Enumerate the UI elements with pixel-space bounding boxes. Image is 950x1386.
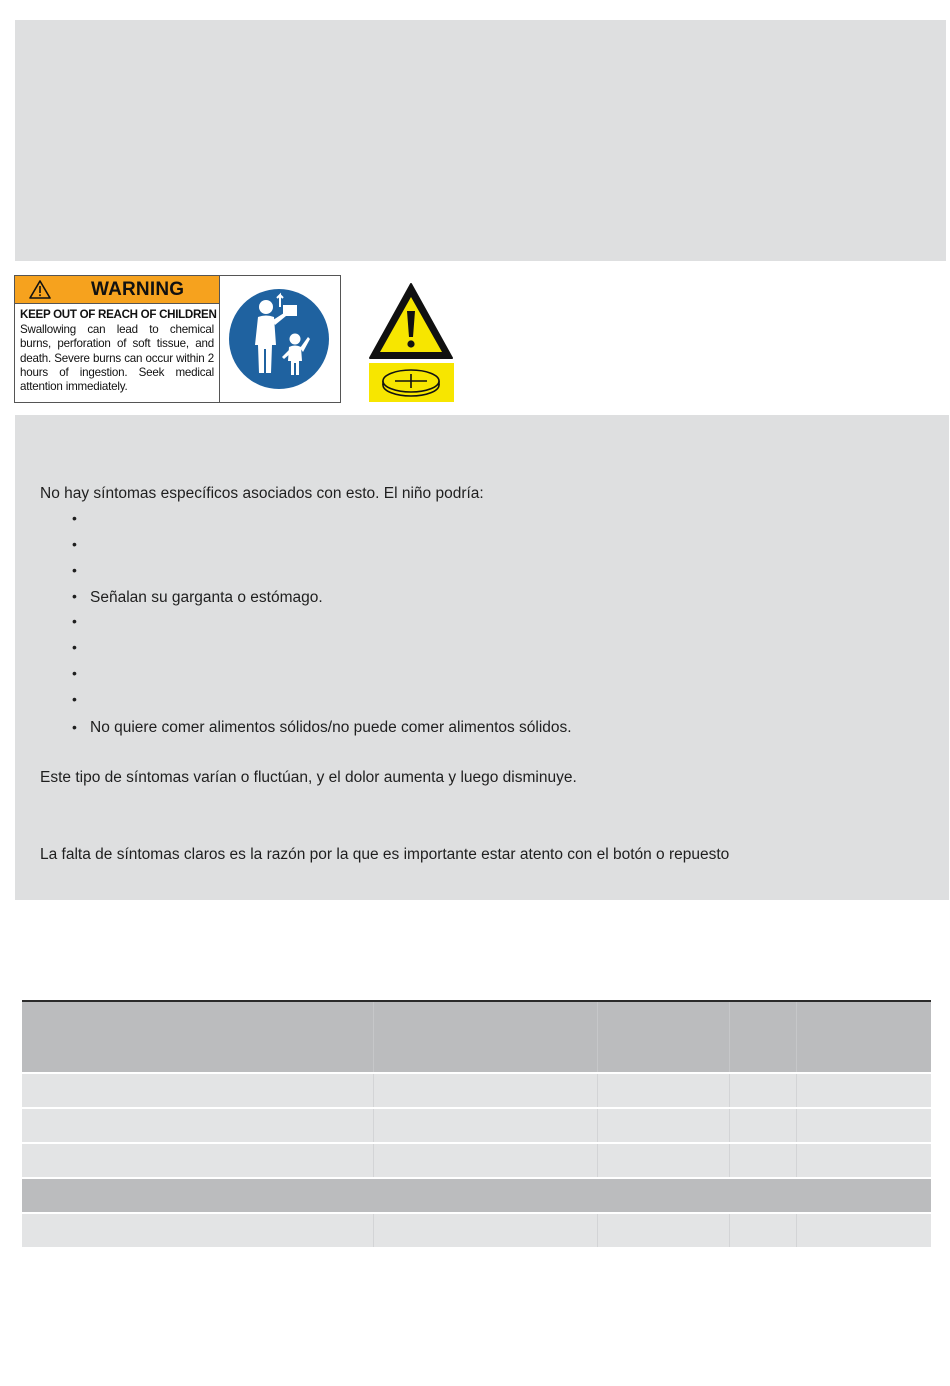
coin-battery-panel xyxy=(369,363,454,402)
bullet-marker: • xyxy=(72,719,77,735)
bullet-marker: • xyxy=(72,588,77,604)
table-cell xyxy=(797,1074,931,1107)
table-cell xyxy=(730,1179,797,1212)
top-panel xyxy=(15,20,946,261)
warning-label xyxy=(14,275,341,403)
bullet-marker: • xyxy=(72,536,77,552)
table-cell xyxy=(598,1074,730,1107)
table-row xyxy=(22,1214,931,1247)
table-cell xyxy=(22,1074,374,1107)
symptom-item: No quiere comer alimentos sólidos/no puede comer alimentos sólidos. xyxy=(90,719,572,736)
data-table xyxy=(22,1000,931,1247)
table-header-cell xyxy=(797,1002,931,1072)
table-header-cell xyxy=(598,1002,730,1072)
table-cell xyxy=(598,1109,730,1142)
table-cell xyxy=(797,1109,931,1142)
table-cell xyxy=(797,1179,931,1212)
table-header-cell xyxy=(730,1002,797,1072)
table-cell xyxy=(730,1144,797,1177)
warning-text-column xyxy=(15,276,220,402)
table-cell xyxy=(22,1109,374,1142)
table-cell xyxy=(797,1214,931,1247)
table-cell xyxy=(374,1179,598,1212)
warning-heading: WARNING xyxy=(91,279,185,300)
bullet-marker: • xyxy=(72,691,77,707)
table-cell xyxy=(374,1144,598,1177)
table-header-cell xyxy=(374,1002,598,1072)
bullet-marker: • xyxy=(72,639,77,655)
warning-title: KEEP OUT OF REACH OF CHILDREN xyxy=(20,308,217,321)
table-row xyxy=(22,1144,931,1177)
table-cell xyxy=(598,1214,730,1247)
table-cell xyxy=(730,1109,797,1142)
table-row xyxy=(22,1074,931,1107)
symptoms-intro: No hay síntomas específicos asociados con esto. El niño podría: xyxy=(40,485,484,502)
table-cell xyxy=(598,1179,730,1212)
table-header xyxy=(22,1002,931,1072)
hazard-exclamation-icon xyxy=(368,281,454,361)
bullet-marker: • xyxy=(72,510,77,526)
table-cell xyxy=(730,1074,797,1107)
symptoms-importance: La falta de síntomas claros es la razón por la que es importante estar atento con el botón o repuesto xyxy=(40,846,730,863)
bullet-marker: • xyxy=(72,562,77,578)
table-cell xyxy=(22,1179,374,1212)
table-cell xyxy=(374,1109,598,1142)
coin-battery-icon xyxy=(369,363,454,402)
bullet-marker: • xyxy=(72,613,77,629)
table-cell xyxy=(22,1214,374,1247)
symptoms-fluctuation: Este tipo de síntomas varían o fluctúan, y el dolor aumenta y luego disminuye. xyxy=(40,769,577,786)
table-header-cell xyxy=(22,1002,374,1072)
table-cell xyxy=(374,1214,598,1247)
table-row xyxy=(22,1109,931,1142)
warning-header xyxy=(15,276,219,304)
warning-triangle-icon xyxy=(29,280,51,299)
table-row-highlight xyxy=(22,1179,931,1212)
keep-away-from-children-icon xyxy=(228,287,330,391)
table-cell xyxy=(797,1144,931,1177)
warning-body: Swallowing can lead to chemical burns, perforation of soft tissue, and death. Severe burns can occur within 2 hours of ingestion. Seek medical attention immediately. xyxy=(20,323,214,394)
table-cell xyxy=(22,1144,374,1177)
table-cell xyxy=(374,1074,598,1107)
table-cell xyxy=(598,1144,730,1177)
symptom-item: Señalan su garganta o estómago. xyxy=(90,589,323,606)
bullet-marker: • xyxy=(72,665,77,681)
table-cell xyxy=(730,1214,797,1247)
